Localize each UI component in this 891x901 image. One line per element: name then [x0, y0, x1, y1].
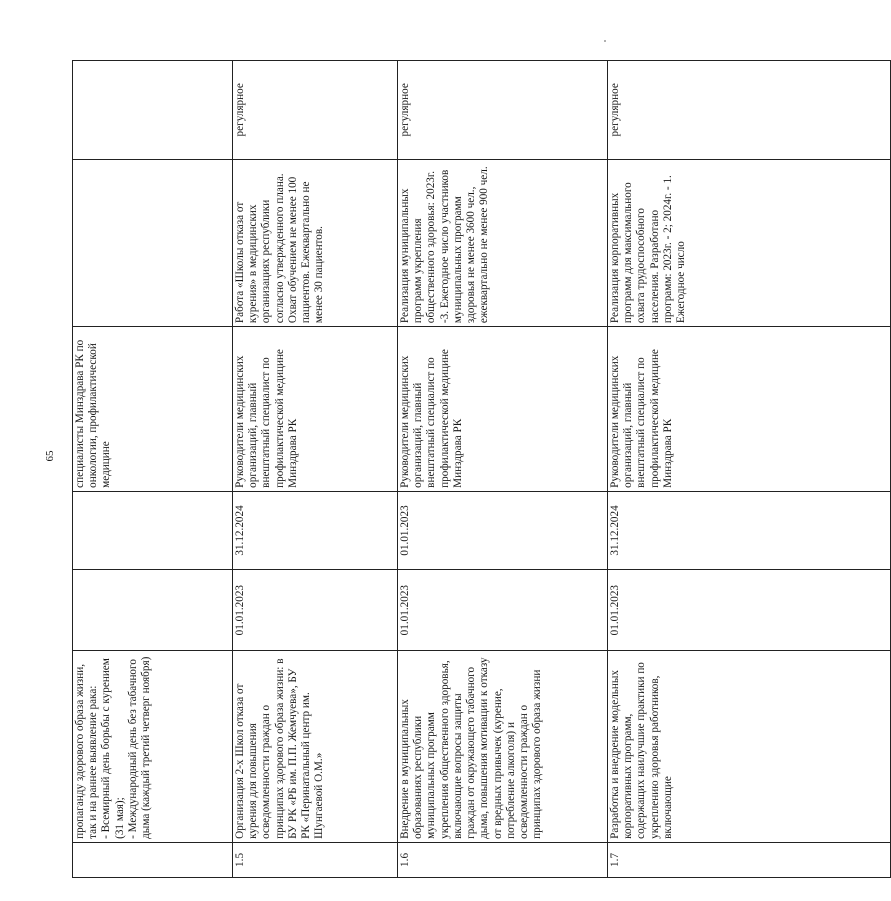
result-cell: Реализация муниципальных программ укрепления общественного здоровья: 2023г. -3. Ежегодное число участников муниципальных программ здоровья не менее 3600 чел., ежеквартально не менее 900 чел. — [398, 159, 608, 326]
responsible-cell: Руководители медицинских организаций, главный внештатный специалист по профилактической медицине Минздрава РК — [608, 327, 891, 492]
table-row — [233, 61, 398, 878]
scan-speck — [604, 40, 606, 42]
activity-cell: Разработка и внедрение модельных корпоративных программ, содержащих наилучшие практики по укреплению здоровья работников, включающие — [608, 651, 891, 843]
start-date-cell: 01.01.2023 — [233, 570, 398, 651]
end-date-cell — [73, 491, 233, 569]
activity-cell: пропаганду здорового образа жизни, так и на раннее выявление рака: - Всемирный день борьбы с курением (31 мая); - Международный день без табачного дыма (каждый третий четверг ноября) — [73, 651, 233, 843]
responsible-cell: специалисты Минздрава РК по онкологии, профилактической медицине — [73, 327, 233, 492]
row-number: 1.5 — [233, 842, 398, 877]
table-row — [398, 61, 608, 878]
end-date-cell: 01.01.2023 — [398, 491, 608, 569]
result-cell: Работа «Школы отказа от курения» в медицинских организациях республики согласно утвержденного плана. Охват обучением не менее 100 пациентов. Ежеквартально не менее 30 пациентов. — [233, 159, 398, 326]
page-number: 65 — [44, 450, 56, 462]
end-date-cell: 31.12.2024 — [608, 491, 891, 569]
rotated-table-container — [72, 60, 688, 878]
activity-cell: Внедрение в муниципальных образованиях республики муниципальных программ укрепления общественного здоровья, включающие вопросы защиты граждан от окружающего табачного дыма, повышения мотивации к отказу от вредных привычек (курение, потребление алкоголя) и осведомленности граждан о принципах здорового образа жизни — [398, 651, 608, 843]
start-date-cell — [73, 570, 233, 651]
frequency-cell — [73, 61, 233, 160]
result-cell: Реализация корпоративных программ для максимального охвата трудоспособного населения. Разработано программ: 2023г. - 2; 2024г. - 1. Ежегодное число — [608, 159, 891, 326]
measures-table — [72, 60, 891, 878]
start-date-cell: 01.01.2023 — [398, 570, 608, 651]
activity-cell: Организация 2-х Школ отказа от курения для повышения осведомленности граждан о принципах здорового образа жизни: в БУ РК «РБ им. П.П. Жемчуева», БУ РК «Перинатальный центр им. Шунгаевой О.М.» — [233, 651, 398, 843]
row-number: 1.6 — [398, 842, 608, 877]
responsible-cell: Руководители медицинских организаций, главный внештатный специалист по профилактической медицине Минздрава РК — [398, 327, 608, 492]
result-cell — [73, 159, 233, 326]
table-row — [608, 61, 891, 878]
row-number — [73, 842, 233, 877]
frequency-cell: регулярное — [233, 61, 398, 160]
responsible-cell: Руководители медицинских организаций, главный внештатный специалист по профилактической медицине Минздрава РК — [233, 327, 398, 492]
end-date-cell: 31.12.2024 — [233, 491, 398, 569]
row-number: 1.7 — [608, 842, 891, 877]
frequency-cell: регулярное — [398, 61, 608, 160]
frequency-cell: регулярное — [608, 61, 891, 160]
table-row — [73, 61, 233, 878]
start-date-cell: 01.01.2023 — [608, 570, 891, 651]
